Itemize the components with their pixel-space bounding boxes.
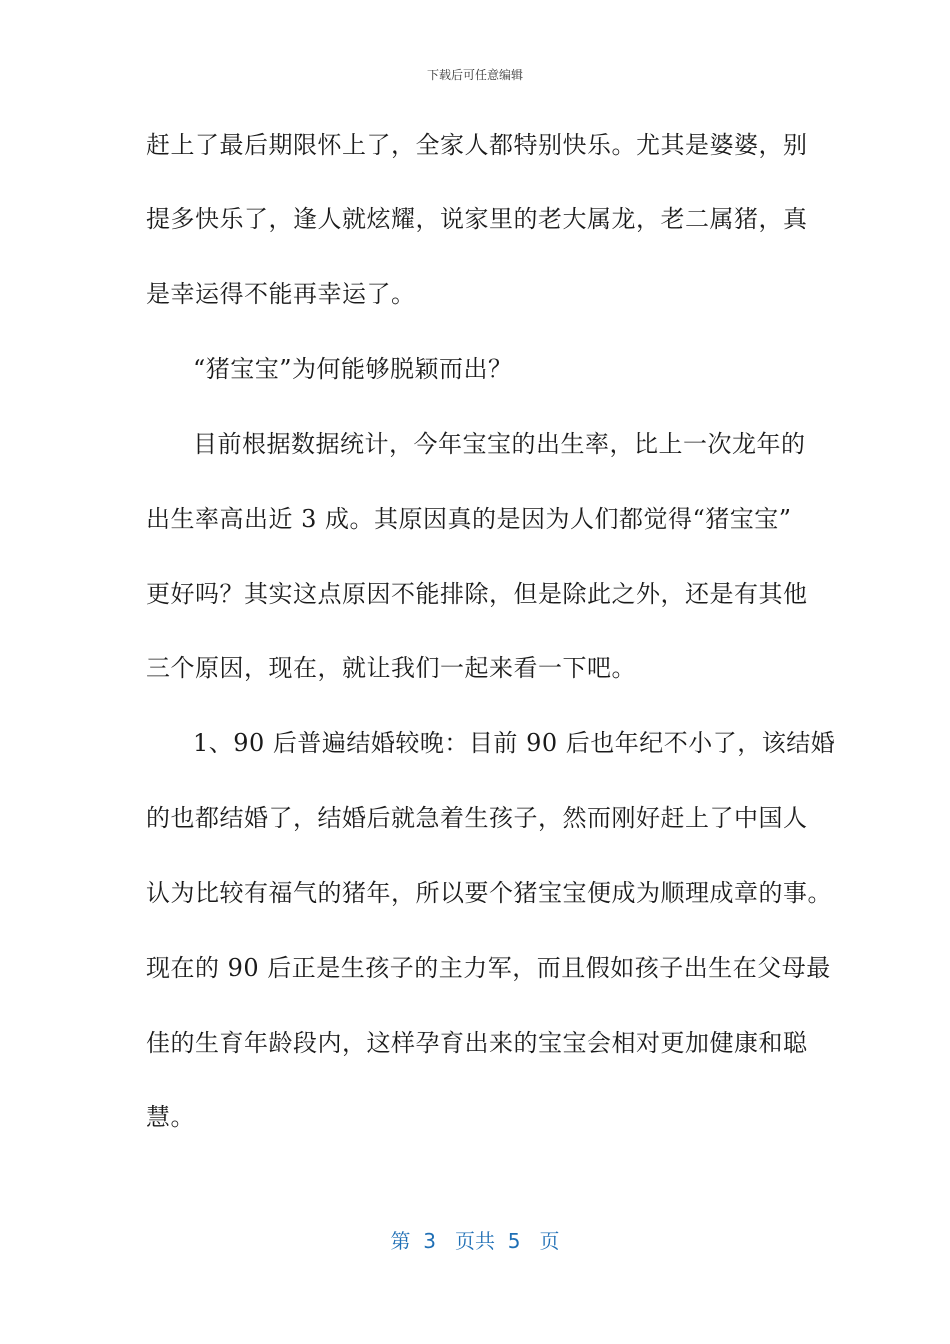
body-line: 慧。 [146,1103,195,1131]
page-number-footer: 第 3 页共 5 页 [390,1229,560,1253]
body-line: 认为比较有福气的猪年，所以要个猪宝宝便成为顺理成章的事。 [146,879,832,907]
body-line: 提多快乐了，逢人就炫耀，说家里的老大属龙，老二属猪，真 [146,205,808,233]
body-line: 现在的 90 后正是生孩子的主力军，而且假如孩子出生在父母最 [146,954,831,982]
body-line: 出生率高出近 3 成。其原因真的是因为人们都觉得“猪宝宝” [146,505,792,533]
body-line: 更好吗？其实这点原因不能排除，但是除此之外，还是有其他 [146,580,808,608]
list-item: 1、90 后普遍结婚较晚：目前 90 后也年纪不小了，该结婚 [193,729,836,757]
body-line: 三个原因，现在，就让我们一起来看一下吧。 [146,654,636,682]
section-heading: “猪宝宝”为何能够脱颖而出？ [193,355,513,383]
body-line: 的也都结婚了，结婚后就急着生孩子，然而刚好赶上了中国人 [146,804,808,832]
body-line: 佳的生育年龄段内，这样孕育出来的宝宝会相对更加健康和聪 [146,1029,808,1057]
body-line: 赶上了最后期限怀上了，全家人都特别快乐。尤其是婆婆，别 [146,131,808,159]
page-header: 下载后可任意编辑 [426,68,523,82]
body-line: 目前根据数据统计，今年宝宝的出生率，比上一次龙年的 [193,430,806,458]
body-line: 是幸运得不能再幸运了。 [146,280,416,308]
